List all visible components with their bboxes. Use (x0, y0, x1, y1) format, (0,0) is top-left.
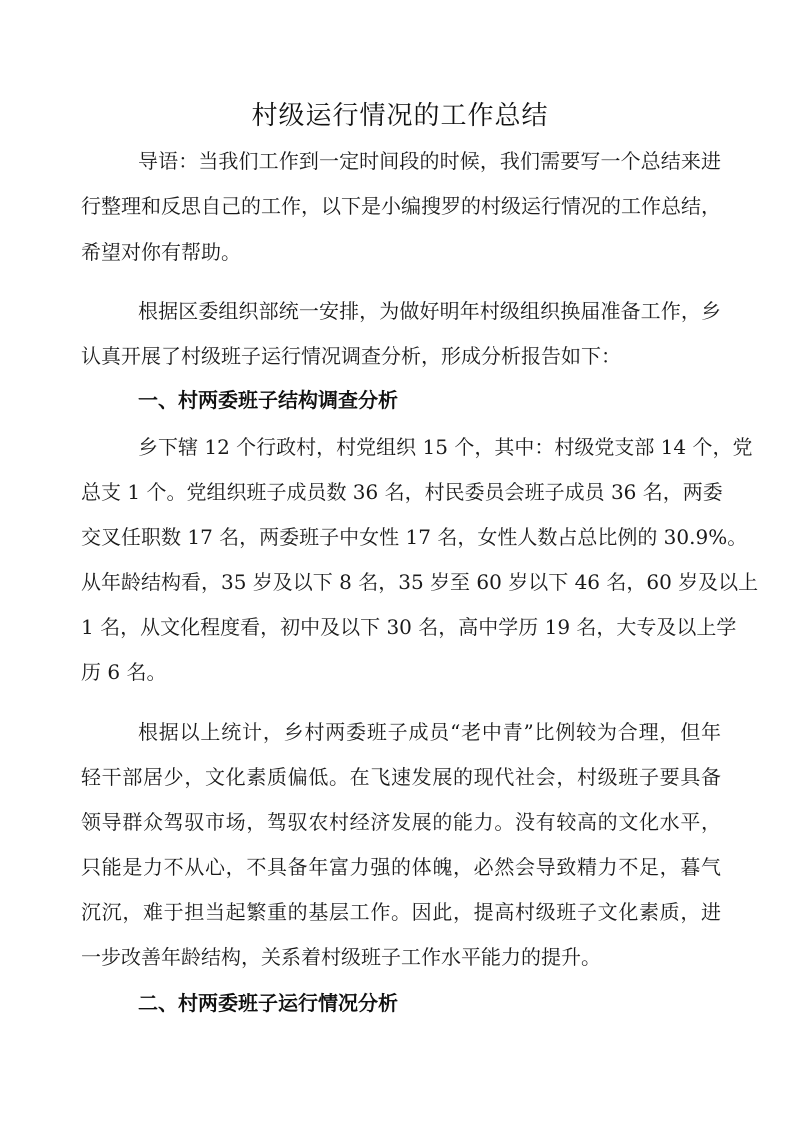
paragraph-line: 领导群众驾驭市场，驾驭农村经济发展的能力。没有较高的文化水平， (81, 810, 721, 834)
paragraph-line: 交叉任职数 17 名，两委班子中女性 17 名，女性人数占总比例的 30.9%。 (81, 525, 748, 549)
intro-line: 行整理和反思自己的工作，以下是小编搜罗的村级运行情况的工作总结， (81, 194, 721, 218)
intro-line: 希望对你有帮助。 (81, 240, 241, 264)
section-heading: 二、村两委班子运行情况分析 (138, 991, 398, 1015)
paragraph-line: 根据区委组织部统一安排，为做好明年村级组织换届准备工作，乡 (138, 299, 721, 323)
paragraph-line: 总支 1 个。党组织班子成员数 36 名，村民委员会班子成员 36 名，两委 (81, 480, 723, 504)
section-heading: 一、村两委班子结构调查分析 (138, 388, 398, 412)
paragraph-line: 沉沉，难于担当起繁重的基层工作。因此，提高村级班子文化素质，进 (81, 900, 721, 924)
paragraph-line: 1 名，从文化程度看，初中及以下 30 名，高中学历 19 名，大专及以上学 (81, 615, 737, 639)
paragraph-line: 只能是力不从心，不具备年富力强的体魄，必然会导致精力不足，暮气 (81, 855, 721, 879)
paragraph-line: 认真开展了村级班子运行情况调查分析，形成分析报告如下： (81, 344, 621, 368)
paragraph-line: 一步改善年龄结构，关系着村级班子工作水平能力的提升。 (81, 945, 601, 969)
paragraph-line: 从年龄结构看，35 岁及以下 8 名，35 岁至 60 岁以下 46 名，60 岁及以上 (81, 570, 759, 594)
paragraph-line: 乡下辖 12 个行政村，村党组织 15 个，其中：村级党支部 14 个，党 (138, 435, 753, 459)
intro-line: 导语：当我们工作到一定时间段的时候，我们需要写一个总结来进 (138, 149, 721, 173)
paragraph-line: 轻干部居少，文化素质偏低。在飞速发展的现代社会，村级班子要具备 (81, 765, 721, 789)
paragraph-line: 根据以上统计，乡村两委班子成员“老中青”比例较为合理，但年 (138, 720, 721, 744)
paragraph-line: 历 6 名。 (81, 660, 167, 684)
page-title: 村级运行情况的工作总结 (251, 101, 549, 131)
